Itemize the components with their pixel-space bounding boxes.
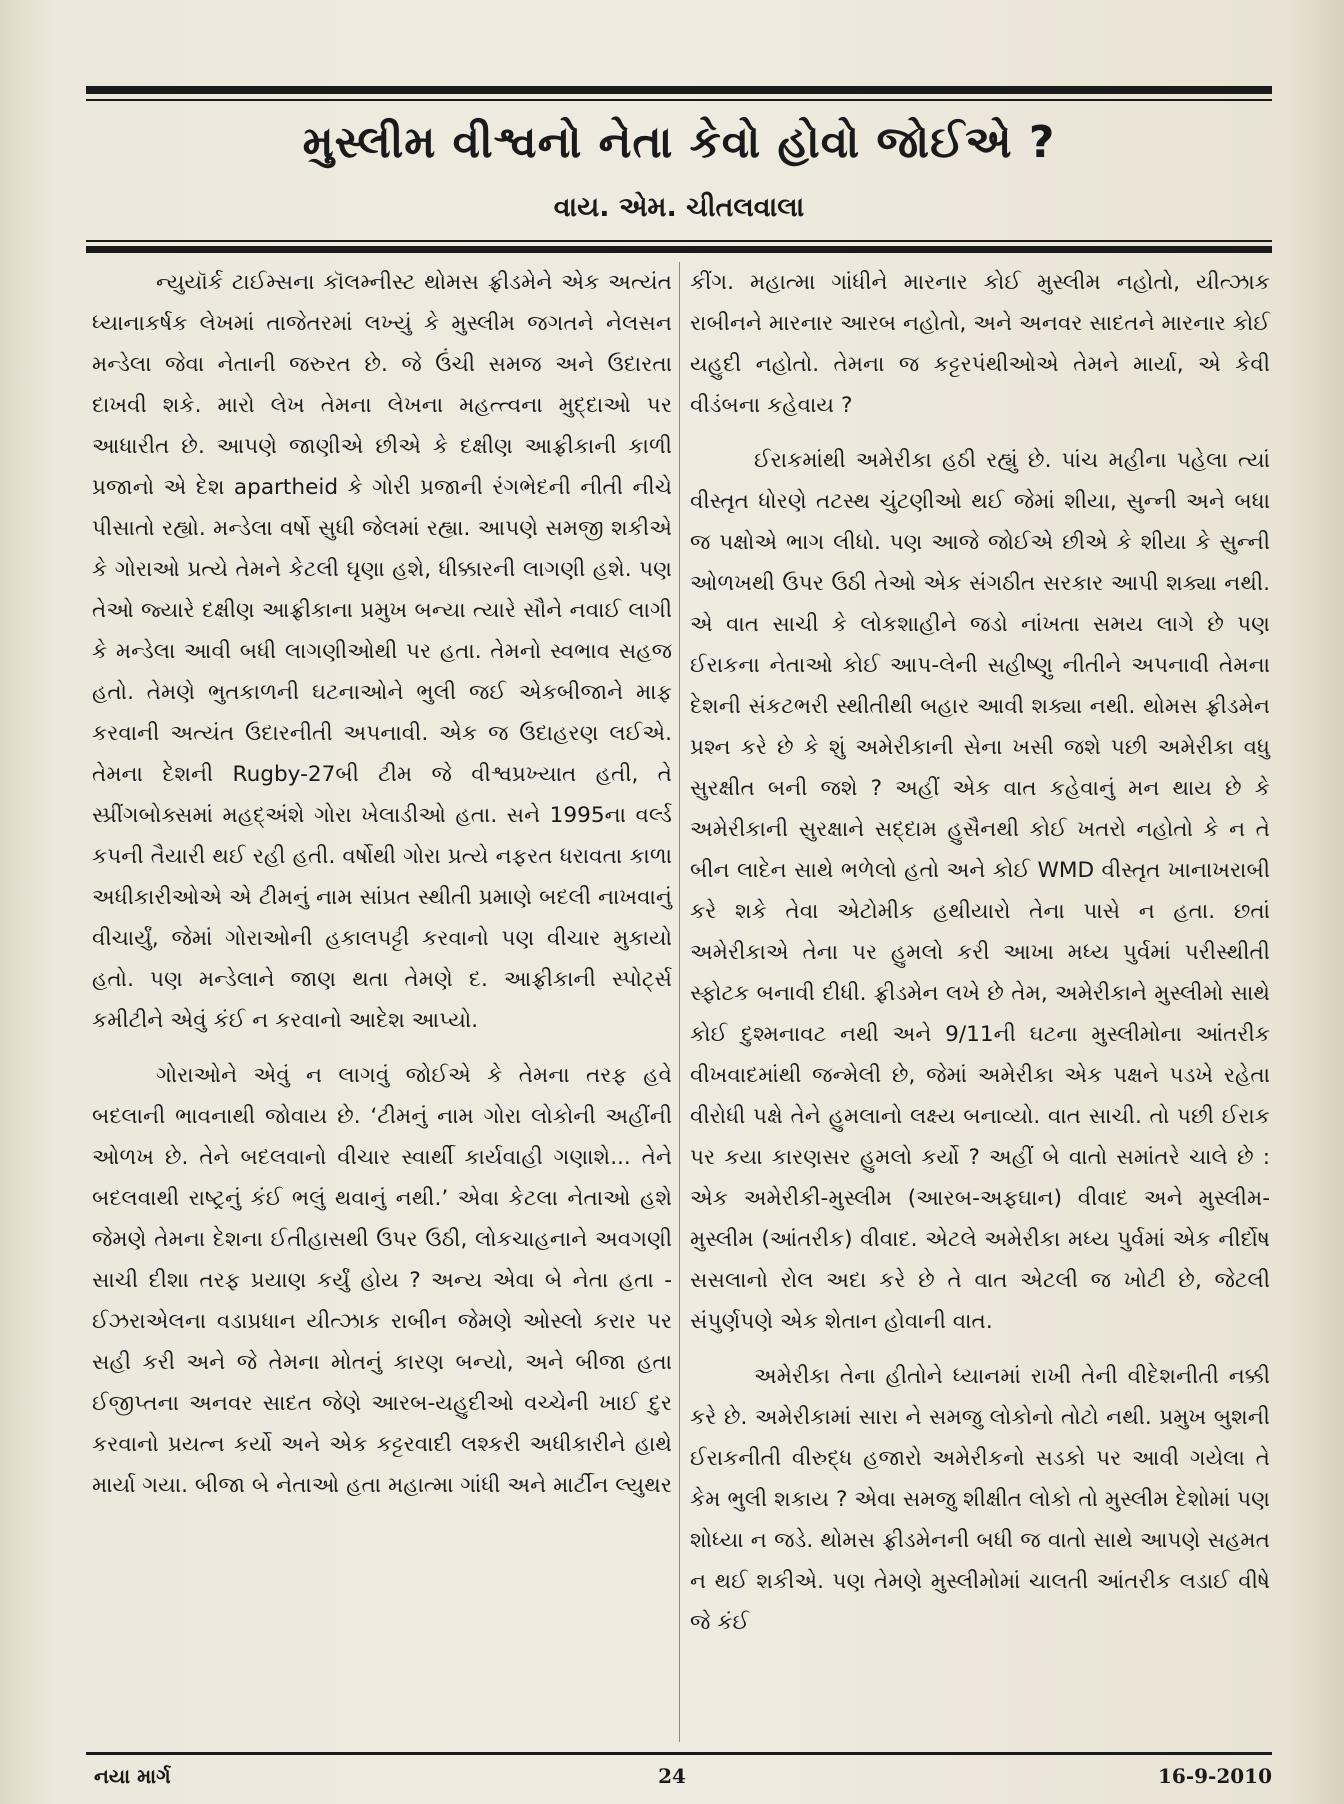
issue-date: 16-9-2010 xyxy=(1157,1764,1272,1788)
article-title: મુસ્લીમ વીશ્વનો નેતા કેવો હોવો જોઈએ ? xyxy=(302,117,1056,168)
paragraph: ગોરાઓને એવું ન લાગવું જોઈએ કે તેમના તરફ હવે બદલાની ભાવનાથી જોવાય છે. ‘ટીમનું નામ ગોરા લોકોની અહીંની ઓળખ છે. તેને બદલવાનો વીચાર સ્વાર્થી કાર્યવાહી ગણાશે... તેને બદલવાથી રાષ્ટ્રનું કંઈ ભલું થવાનું નથી.’ એવા કેટલા નેતાઓ હશે જેમણે તેમના દેશના ઈતીહાસથી ઉપર ઉઠી, લોકચાહનાને અવગણી સાચી દીશા તરફ પ્રયાણ કર્યું હોય ? અન્ય એવા બે નેતા હતા - ઈઝરાએલના વડાપ્રધાન યીત્ઝાક રાબીન જેમણે ઓસ્લો કરાર પર સહી કરી અને જે તેમના મોતનું કારણ બન્યો, અને બીજા હતા ઈજીપ્તના અનવર સાદત જેણે આરબ-યહુદીઓ વચ્ચેની ખાઈ દુર કરવાનો પ્રયત્ન કર્યો અને એક કટ્ટરવાદી લશ્કરી અધીકારીને હાથે માર્યા ગયા. બીજા બે નેતાઓ હતા મહાત્મા ગાંધી અને માર્ટીન લ્યુથર xyxy=(92,1063,672,1498)
article-author: વાય. એમ. ચીતલવાલા xyxy=(553,192,805,223)
paragraph: અમેરીકા તેના હીતોને ધ્યાનમાં રાખી તેની વીદેશનીતી નક્કી કરે છે. અમેરીકામાં સારા ને સમજુ લોકોનો તોટો નથી. પ્રમુખ બુશની ઈરાકનીતી વીરુદ્ધ હજારો અમેરીકનો સડકો પર આવી ગયેલા તે કેમ ભુલી શકાય ? એવા સમજુ શીક્ષીત લોકો તો મુસ્લીમ દેશોમાં પણ શોધ્યા ન જડે. થોમસ ફ્રીડમેનની બધી જ વાતો સાથે આપણે સહમત ન થઈ શકીએ. પણ તેમણે મુસ્લીમોમાં ચાલતી આંતરીક લડાઈ વીષે જે કંઈ xyxy=(690,1364,1270,1635)
header-rule-thin xyxy=(86,240,1272,242)
right-column xyxy=(690,262,1270,1643)
header-rule-thick xyxy=(86,246,1272,253)
paragraph: ઈરાકમાંથી અમેરીકા હઠી રહ્યું છે. પાંચ મહીના પહેલા ત્યાં વીસ્તૃત ધોરણે તટસ્થ ચુંટણીઓ થઈ જેમાં શીયા, સુન્ની અને બધા જ પક્ષોએ ભાગ લીધો. પણ આજે જોઈએ છીએ કે શીયા કે સુન્ની ઓળખથી ઉપર ઉઠી તેઓ એક સંગઠીત સરકાર આપી શક્યા નથી. એ વાત સાચી કે લોકશાહીને જડો નાંખતા સમય લાગે છે પણ ઈરાકના નેતાઓ કોઈ આપ-લેની સહીષ્ણુ નીતીને અપનાવી તેમના દેશની સંકટભરી સ્થીતીથી બહાર આવી શક્યા નથી. થોમસ ફ્રીડમેન પ્રશ્ન કરે છે કે શું અમેરીકાની સેના ખસી જશે પછી અમેરીકા વધુ સુરક્ષીત બની જશે ? અહીં એક વાત કહેવાનું મન થાય છે કે અમેરીકાની સુરક્ષાને સદ્દામ હુસૈનથી કોઈ ખતરો નહોતો કે ન તે બીન લાદેન સાથે ભળેલો હતો અને કોઈ WMD વીસ્તૃત ખાનાખરાબી કરે શકે તેવા એટોમીક હથીયારો તેના પાસે ન હતા. છતાં અમેરીકાએ તેના પર હુમલો કરી આખા મધ્ય પુર્વમાં પરીસ્થીતી સ્ફોટક બનાવી દીધી. ફ્રીડમેન લખે છે તેમ, અમેરીકાને મુસ્લીમો સાથે કોઈ દુશ્મનાવટ નથી અને 9/11ની ઘટના મુસ્લીમોના આંતરીક વીખવાદમાંથી જન્મેલી છે, જેમાં અમેરીકા એક પક્ષને પડખે રહેતા વીરોધી પક્ષે તેને હુમલાનો લક્ષ્ય બનાવ્યો. વાત સાચી. તો પછી ઈરાક પર કયા કારણસર હુમલો કર્યો ? અહીં બે વાતો સમાંતરે ચાલે છે : એક અમેરીકી-મુસ્લીમ (આરબ-અફઘાન) વીવાદ અને મુસ્લીમ-મુસ્લીમ (આંતરીક) વીવાદ. એટલે અમેરીકા મધ્ય પુર્વમાં એક નીર્દોષ સસલાનો રોલ અદા કરે છે તે વાત એટલી જ ખોટી છે, જેટલી સંપુર્ણપણે એક શેતાન હોવાની વાત. xyxy=(690,448,1270,1334)
top-rule-thick xyxy=(86,86,1272,94)
paragraph-continued: કીંગ. મહાત્મા ગાંધીને મારનાર કોઈ મુસ્લીમ નહોતો, યીત્ઝાક રાબીનને મારનાર આરબ નહોતો, અને અનવર સાદતને મારનાર કોઈ યહુદી નહોતો. તેમના જ કટ્ટરપંથીઓએ તેમને માર્યા, એ કેવી વીડંબના કહેવાય ? xyxy=(690,270,1270,418)
column-divider xyxy=(679,262,680,1742)
paragraph: ન્યુયૉર્ક ટાઈમ્સના કૉલમ્નીસ્ટ થોમસ ફ્રીડમેને એક અત્યંત ધ્યાનાકર્ષક લેખમાં તાજેતરમાં લખ્યું કે મુસ્લીમ જગતને નેલસન મન્ડેલા જેવા નેતાની જરુરત છે. જે ઉંચી સમજ અને ઉદારતા દાખવી શકે. મારો લેખ તેમના લેખના મહત્ત્વના મુદ્દાઓ પર આધારીત છે. આપણે જાણીએ છીએ કે દક્ષીણ આફ્રીકાની કાળી પ્રજાનો એ દેશ apartheid કે ગોરી પ્રજાની રંગભેદની નીતી નીચે પીસાતો રહ્યો. મન્ડેલા વર્ષો સુધી જેલમાં રહ્યા. આપણે સમજી શકીએ કે ગોરાઓ પ્રત્યે તેમને કેટલી ઘૃણા હશે, ધીક્કારની લાગણી હશે. પણ તેઓ જ્યારે દક્ષીણ આફ્રીકાના પ્રમુખ બન્યા ત્યારે સૌને નવાઈ લાગી કે મન્ડેલા આવી બધી લાગણીઓથી પર હતા. તેમનો સ્વભાવ સહજ હતો. તેમણે ભુતકાળની ઘટનાઓને ભુલી જઈ એકબીજાને માફ કરવાની અત્યંત ઉદારનીતી અપનાવી. એક જ ઉદાહરણ લઈએ. તેમના દેશની Rugby-27બી ટીમ જે વીશ્વપ્રખ્યાત હતી, તે સ્પ્રીંગબોક્સમાં મહદ્અંશે ગોરા ખેલાડીઓ હતા. સને 1995ના વર્લ્ડ કપની તૈયારી થઈ રહી હતી. વર્ષોથી ગોરા પ્રત્યે નફરત ધરાવતા કાળા અધીકારીઓએ એ ટીમનું નામ સાંપ્રત સ્થીતી પ્રમાણે બદલી નાખવાનું વીચાર્યું, જેમાં ગોરાઓની હકાલપટ્ટી કરવાનો પણ વીચાર મુકાયો હતો. પણ મન્ડેલાને જાણ થતા તેમણે દ. આફ્રીકાની સ્પોર્ટ્સ કમીટીને એવું કંઈ ન કરવાનો આદેશ આપ્યો. xyxy=(92,270,672,1033)
publication-name: નયા માર્ગ xyxy=(94,1764,171,1788)
top-rule-thin xyxy=(86,99,1272,101)
page-number: 24 xyxy=(658,1764,686,1788)
left-column xyxy=(92,262,672,1506)
footer-rule xyxy=(86,1752,1272,1755)
